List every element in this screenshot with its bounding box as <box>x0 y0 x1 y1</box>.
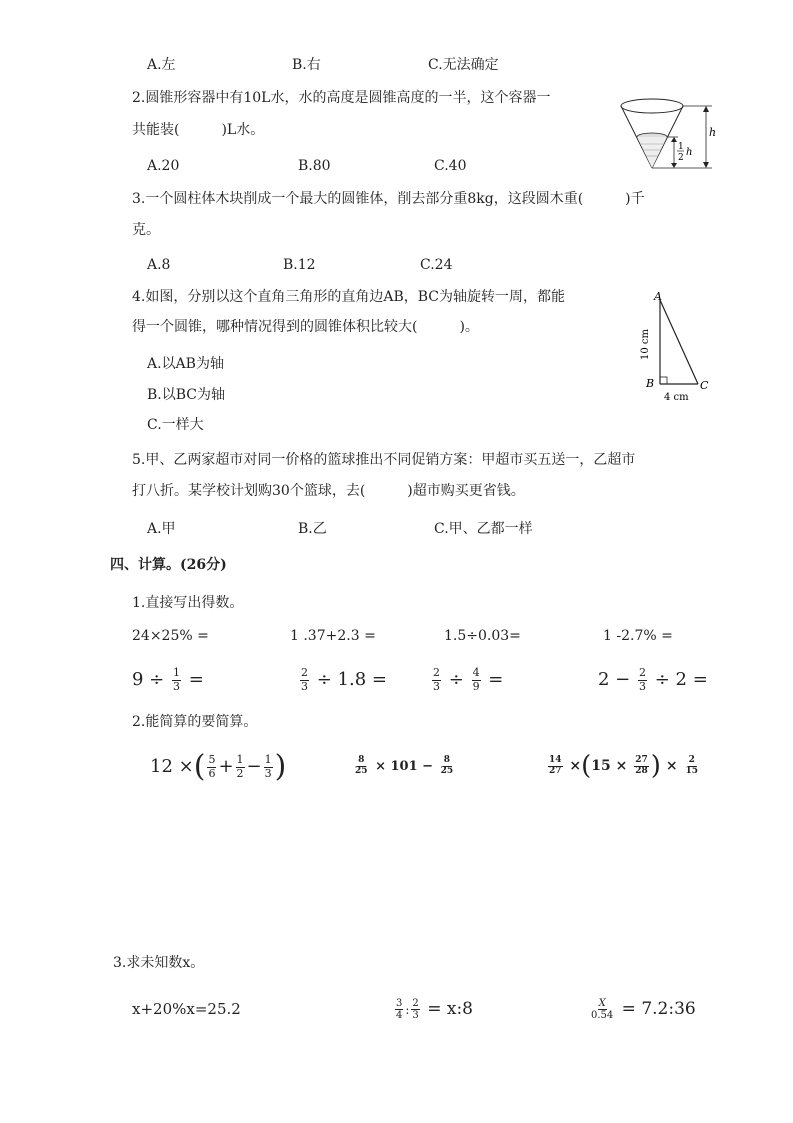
expr-text: + <box>218 756 234 777</box>
denominator: 25 <box>355 766 368 776</box>
colon-text: : <box>405 1003 410 1017</box>
mental-calc-6 <box>298 663 387 697</box>
q2-option-b: B.80 <box>298 158 331 174</box>
mental-calc-4: 1 -2.7% = <box>603 628 673 644</box>
fraction <box>590 998 614 1021</box>
fraction <box>236 754 245 779</box>
q5-option-b: B.乙 <box>298 521 327 537</box>
denominator: 28 <box>635 765 648 776</box>
q5-option-a: A.甲 <box>147 521 176 537</box>
side-bc-label: 4 cm <box>664 392 689 403</box>
q3-option-b: B.12 <box>283 257 316 273</box>
fraction <box>432 667 441 692</box>
mental-calc-2: 1 .37+2.3 = <box>290 628 376 644</box>
section-title: 四、计算。(26分) <box>110 557 227 573</box>
q3-option-c: C.24 <box>420 257 453 273</box>
cone-container-figure <box>620 92 720 174</box>
denominator: 3 <box>173 679 180 693</box>
expr-text: 2 − <box>598 669 631 690</box>
equation-2 <box>393 991 473 1028</box>
mental-calc-3: 1.5÷0.03= <box>444 628 521 644</box>
fraction <box>172 667 181 692</box>
numerator: 1 <box>264 753 272 767</box>
expr-text: × <box>569 758 582 774</box>
q4-option-b: B.以BC为轴 <box>147 387 225 403</box>
numerator: 2 <box>639 666 646 680</box>
expr-text: 9 ÷ <box>132 669 165 690</box>
fig-half-den: 2 <box>678 153 684 163</box>
fraction <box>638 667 647 692</box>
numerator: 8 <box>358 755 365 766</box>
fig-h-label: h <box>709 126 717 139</box>
fraction <box>264 754 273 779</box>
q5-option-c: C.甲、乙都一样 <box>434 521 533 537</box>
fraction <box>548 756 563 777</box>
simplify-expr-1: 12 ×( $\frac{5}{6}$ + $\frac{1}{2}$ − $\frac{1}{3}$ ) <box>150 749 287 784</box>
fraction <box>634 756 649 777</box>
equation-1: x+20%x=25.2 <box>132 1000 241 1018</box>
denominator: 3 <box>264 766 272 780</box>
q2-line2: 共能装( )L水。 <box>132 122 265 138</box>
expr-text: = 7.2:36 <box>621 999 696 1019</box>
numerator: 1 <box>236 753 244 767</box>
denominator: 25 <box>440 766 454 776</box>
q1-option-c: C.无法确定 <box>428 57 499 73</box>
expr-text: = <box>488 669 504 690</box>
q3-line2: 克。 <box>132 222 160 238</box>
fraction <box>440 756 455 777</box>
vertex-b-label: B <box>646 377 655 390</box>
mental-calc-8 <box>598 663 708 697</box>
numerator: 4 <box>472 666 480 680</box>
expr-text: ÷ 2 = <box>654 669 708 690</box>
q2-option-c: C.40 <box>434 158 467 174</box>
q5-line2: 打八折。某学校计划购30个篮球，去( )超市购买更省钱。 <box>132 483 525 499</box>
simplify-expr-2 <box>352 752 456 782</box>
fraction <box>354 756 369 777</box>
expr-text: 15 × <box>591 758 628 774</box>
q4-line2: 得一个圆锥，哪种情况得到的圆锥体积比较大( )。 <box>132 319 479 335</box>
numerator: 14 <box>549 754 562 765</box>
mental-calc-1: 24×25% = <box>132 628 209 644</box>
equation-3 <box>588 991 696 1027</box>
numerator: 1 <box>173 666 180 680</box>
part3-title: 3.求未知数x。 <box>113 955 205 971</box>
numerator: 27 <box>635 754 648 765</box>
expr-text: = <box>188 669 204 690</box>
q5-line1: 5.甲、乙两家超市对同一价格的篮球推出不同促销方案：甲超市买五送一，乙超市 <box>132 452 636 468</box>
denominator: 2 <box>236 766 244 780</box>
fraction <box>207 754 216 779</box>
numerator: 5 <box>208 753 216 767</box>
denominator: 4 <box>396 1010 403 1021</box>
expr-text: − <box>246 756 262 777</box>
fraction <box>395 998 403 1021</box>
denominator: 3 <box>639 679 646 693</box>
vertex-a-label: A <box>654 290 662 303</box>
numerator: 3 <box>396 998 403 1009</box>
expr-text: ÷ <box>448 669 464 690</box>
mental-calc-5 <box>132 663 204 697</box>
q4-option-c: C.一样大 <box>147 417 204 433</box>
expr-text: 12 × <box>150 756 194 777</box>
side-ab-label: 10 cm <box>640 329 651 360</box>
expr-text: × <box>665 758 678 774</box>
fraction <box>300 667 309 692</box>
mental-calc-7 <box>430 663 503 697</box>
denominator: 3 <box>412 1010 419 1021</box>
right-triangle-figure <box>630 288 715 406</box>
q2-line1: 2.圆锥形容器中有10L水，水的高度是圆锥高度的一半，这个容器一 <box>132 90 551 106</box>
denominator: 0.54 <box>591 1010 614 1021</box>
q4-option-a: A.以AB为轴 <box>147 356 224 372</box>
simplify-expr-3: $\frac{14}{27}$ ×(15 × $\frac{27}{28}$ ) × $\frac{2}{15}$ <box>549 751 698 781</box>
numerator: X <box>598 998 606 1009</box>
denominator: 9 <box>472 679 480 693</box>
fig-half-h: h <box>686 147 693 158</box>
denominator: 15 <box>685 765 698 776</box>
numerator: 2 <box>433 666 440 680</box>
q2-option-a: A.20 <box>147 158 180 174</box>
fraction <box>411 998 419 1021</box>
vertex-c-label: C <box>700 379 709 392</box>
numerator: 2 <box>412 998 419 1009</box>
q1-option-b: B.右 <box>292 57 321 73</box>
q3-line1: 3.一个圆柱体木块削成一个最大的圆锥体，削去部分重8kg，这段圆木重( )千 <box>132 191 645 207</box>
denominator: 3 <box>433 679 440 693</box>
q1-option-a: A.左 <box>147 57 176 73</box>
expr-text: = x:8 <box>427 999 473 1019</box>
expr-text: ÷ 1.8 = <box>316 669 387 690</box>
denominator: 27 <box>549 765 562 776</box>
numerator: 2 <box>688 754 695 765</box>
part2-title: 2.能简算的要简算。 <box>132 714 258 730</box>
denominator: 6 <box>208 766 216 780</box>
q4-line1: 4.如图，分别以这个直角三角形的直角边AB，BC为轴旋转一周，都能 <box>132 289 566 305</box>
q3-option-a: A.8 <box>147 257 171 273</box>
fraction <box>472 667 481 692</box>
numerator: 8 <box>443 755 450 766</box>
part1-title: 1.直接写出得数。 <box>132 595 244 611</box>
fraction <box>684 756 699 777</box>
denominator: 3 <box>301 679 308 693</box>
expr-text: × 101 − <box>375 759 434 774</box>
numerator: 2 <box>301 666 308 680</box>
fig-half-num: 1 <box>678 142 684 152</box>
